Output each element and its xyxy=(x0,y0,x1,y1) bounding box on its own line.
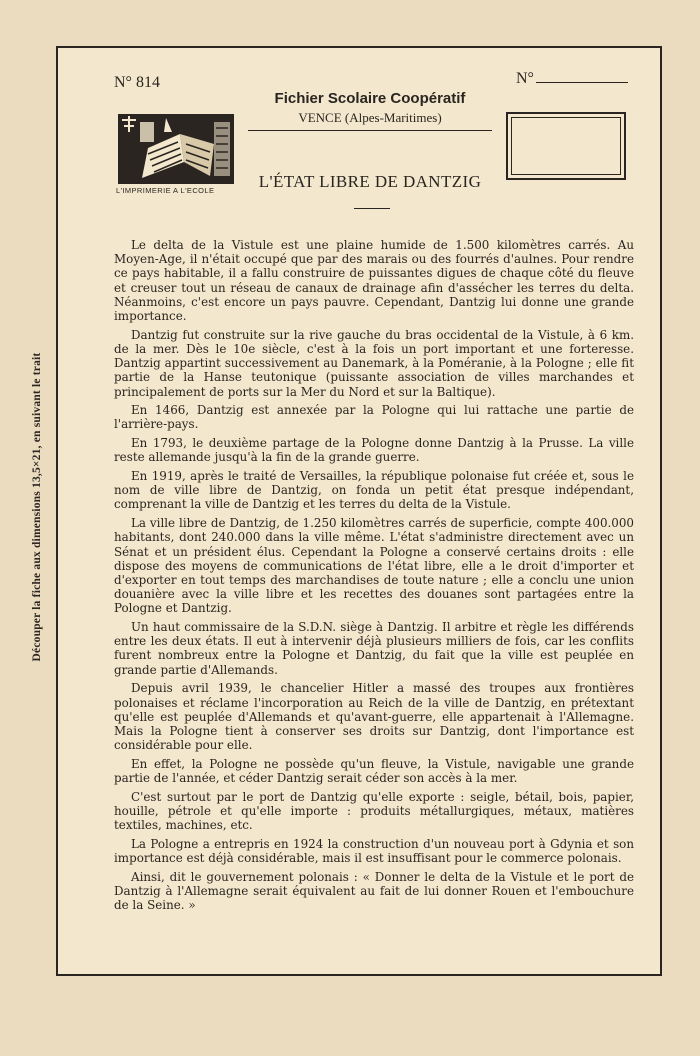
paragraph: Dantzig fut construite sur la rive gauche du bras occidental de la Vistule, à 6 km. de la mer. Dès le 10e siècle, c'est à la fois un port important et une forteresse. Dantzig appartint successivement au Danemark, à la Poméranie, à la Pologne ; elle fit partie de la Hanse teutonique (puissante association de villes marchandes et principalement de ports sur la Mer du Nord et sur la Baltique). xyxy=(114,327,634,399)
number-field-label: N° xyxy=(516,70,534,87)
paragraph: En 1466, Dantzig est annexée par la Pologne qui lui rattache une partie de l'arrière-pays. xyxy=(114,403,634,432)
stamp-box xyxy=(506,112,626,180)
title-divider xyxy=(354,208,390,209)
card-number: N° 814 xyxy=(114,74,160,91)
number-field-line xyxy=(536,82,628,83)
paragraph: La Pologne a entrepris en 1924 la construction d'un nouveau port à Gdynia et son importance est déjà considérable, mais il est insuffisant pour le commerce polonais. xyxy=(114,836,634,866)
paragraph: Un haut commissaire de la S.D.N. siège à Dantzig. Il arbitre et règle les différends entre les deux états. Il eut à intervenir déjà plusieurs milliers de fois, car les conflits furent nombreux entre la Pologne et Dantzig, du fait que la ville est peuplée en grande partie d'Allemands. xyxy=(114,620,634,677)
paragraph: En 1919, après le traité de Versailles, la république polonaise fut créée et, sous le nom de ville libre de Dantzig, on fonda un petit état presque indépendant, comprenant la ville de Dantzig et les terres du delta de la Vistule. xyxy=(114,469,634,512)
paragraph: Ainsi, dit le gouvernement polonais : « Donner le delta de la Vistule et le port de Dantzig à l'Allemagne serait équivalent au fait de lui donner Rouen et l'embouchure de la Seine. » xyxy=(114,869,634,913)
paragraph: C'est surtout par le port de Dantzig qu'elle exporte : seigle, bétail, bois, papier, houille, pétrole et qu'elle importe : produits métallurgiques, métaux, matières textiles, machines, etc. xyxy=(114,789,634,833)
paragraph: Le delta de la Vistule est une plaine humide de 1.500 kilomètres carrés. Au Moyen-Age, il n'était occupé que par des marais ou des fourrés d'aulnes. Pour rendre ce pays habitable, il a fallu construire de puissantes digues de chaque côté du fleuve et creuser tout un réseau de canaux de drainage afin d'assécher les terres du delta. Néanmoins, c'est encore un pays pauvre. Cependant, Dantzig lui donne une grande importance. xyxy=(114,238,634,324)
cutting-instruction: Découper la fiche aux dimensions 13,5×21, en suivant le trait xyxy=(31,352,43,662)
paragraph: La ville libre de Dantzig, de 1.250 kilomètres carrés de superficie, compte 400.000 habitants, dont 240.000 dans la ville même. L'état s'administre directement avec un Sénat et un président élus. Cependant la Pologne a conservé certains droits : elle dispose des moyens de communications de l'état libre, elle a le droit d'importer et d'exporter en tout temps des marchandises de toute nature ; elle a conclu une union douanière avec la ville libre et les recettes des douanes sont partagées entre la Pologne et Dantzig. xyxy=(114,516,634,616)
paragraph: En 1793, le deuxième partage de la Pologne donne Dantzig à la Prusse. La ville reste allemande jusqu'à la fin de la grande guerre. xyxy=(114,436,634,465)
printing-press-logo-icon xyxy=(118,114,234,184)
header-title: Fichier Scolaire Coopératif xyxy=(274,90,466,107)
index-card xyxy=(56,46,662,976)
header-rule xyxy=(248,130,492,131)
paragraph: En effet, la Pologne ne possède qu'un fleuve, la Vistule, navigable une grande partie de l'année, et céder Dantzig serait céder son accès à la mer. xyxy=(114,756,634,786)
header-subtitle: VENCE (Alpes-Maritimes) xyxy=(298,110,442,125)
paragraph: Depuis avril 1939, le chancelier Hitler a massé des troupes aux frontières polonaises et réclame l'incorporation au Reich de la ville de Dantzig, en prétextant qu'elle est peuplée d'Allemands et qu'avant-guerre, elle appartenait à l'Allemagne. Mais la Pologne tient à conserver ses droits sur Dantzig, dont l'importance est considérable pour elle. xyxy=(114,681,634,753)
page-title: L'ÉTAT LIBRE DE DANTZIG xyxy=(258,172,482,191)
article-body xyxy=(114,238,634,917)
logo-caption: L'IMPRIMERIE A L'ECOLE xyxy=(116,186,215,195)
